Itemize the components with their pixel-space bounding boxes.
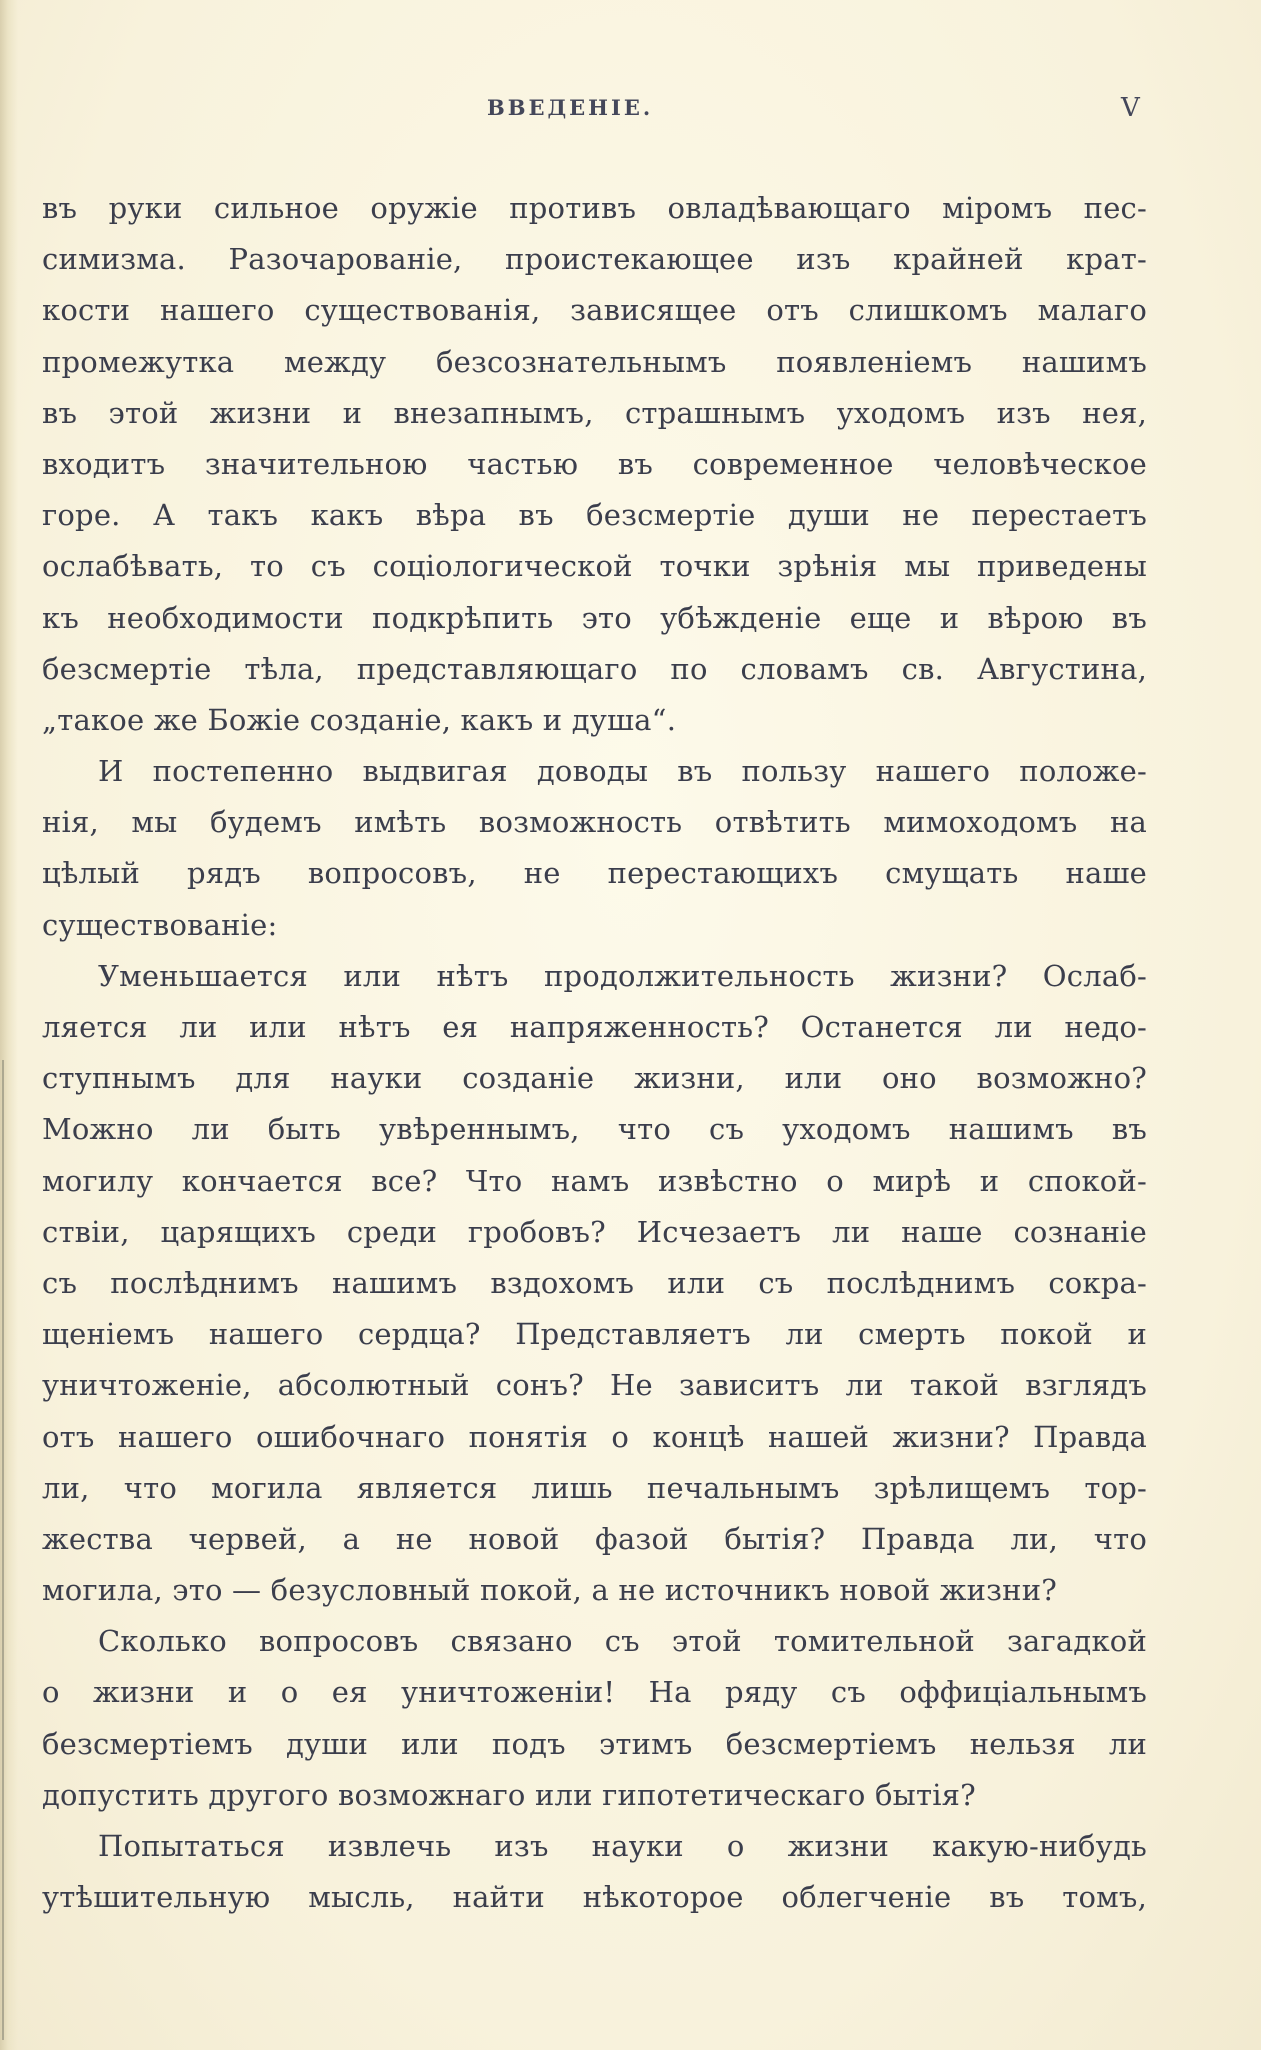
text-line: въ руки сильное оружіе противъ овладѣвающаго міромъ пес- bbox=[42, 191, 1147, 225]
text-line: „такое же Божіе созданіе, какъ и душа“. bbox=[42, 702, 677, 737]
text-line: Сколько вопросовъ связано съ этой томительной загадкой bbox=[98, 1624, 1147, 1659]
text-line: горе. А такъ какъ вѣра въ безсмертіе души не перестаетъ bbox=[42, 498, 1147, 533]
text-line: ступнымъ для науки созданіе жизни, или оно возможно? bbox=[42, 1061, 1147, 1096]
body-text bbox=[42, 183, 1147, 1923]
text-line: кости нашего существованія, зависящее отъ слишкомъ малаго bbox=[42, 293, 1147, 328]
text-line: И постепенно выдвигая доводы въ пользу нашего положе- bbox=[98, 754, 1147, 789]
text-line: цѣлый рядъ вопросовъ, не перестающихъ смущать наше bbox=[42, 856, 1147, 891]
text-line: могила, это — безусловный покой, а не источникъ новой жизни? bbox=[42, 1573, 1057, 1608]
text-line: ствіи, царящихъ среди гробовъ? Исчезаетъ ли наше сознаніе bbox=[42, 1214, 1147, 1249]
running-title: ВВЕДЕНІЕ. bbox=[487, 95, 654, 120]
text-line: въ этой жизни и внезапнымъ, страшнымъ уходомъ изъ нея, bbox=[42, 395, 1147, 430]
text-line: жества червей, а не новой фазой бытія? Правда ли, что bbox=[42, 1521, 1147, 1556]
text-line: нія, мы будемъ имѣть возможность отвѣтить мимоходомъ на bbox=[42, 805, 1147, 840]
text-line: могилу кончается все? Что намъ извѣстно о мирѣ и спокой- bbox=[42, 1163, 1147, 1198]
text-line: съ послѣднимъ нашимъ вздохомъ или съ послѣднимъ сокра- bbox=[42, 1265, 1147, 1300]
text-line: ляется ли или нѣтъ ея напряженность? Останется ли недо- bbox=[42, 1010, 1147, 1044]
text-line: промежутка между безсознательнымъ появленіемъ нашимъ bbox=[42, 344, 1147, 379]
text-line: безсмертіе тѣла, представляющаго по словамъ св. Августина, bbox=[42, 651, 1147, 686]
text-line: отъ нашего ошибочнаго понятія о концѣ нашей жизни? Правда bbox=[42, 1419, 1147, 1454]
text-line: входитъ значительною частью въ современное человѣческое bbox=[42, 446, 1147, 481]
text-line: щеніемъ нашего сердца? Представляетъ ли смерть покой и bbox=[42, 1317, 1147, 1352]
text-line: безсмертіемъ души или подъ этимъ безсмертіемъ нельзя ли bbox=[42, 1726, 1147, 1761]
text-line: Уменьшается или нѣтъ продолжительность жизни? Ослаб- bbox=[98, 958, 1147, 993]
text-line: о жизни и о ея уничтоженіи! На ряду съ оффиціальнымъ bbox=[42, 1675, 1147, 1710]
page-number: V bbox=[1121, 93, 1140, 123]
text-line: существованіе: bbox=[42, 907, 278, 942]
text-line: ли, что могила является лишь печальнымъ зрѣлищемъ тор- bbox=[42, 1470, 1147, 1505]
running-header bbox=[0, 95, 1261, 135]
text-line: уничтоженіе, абсолютный сонъ? Не зависитъ ли такой взглядъ bbox=[42, 1368, 1147, 1403]
text-line: допустить другого возможнаго или гипотетическаго бытія? bbox=[42, 1777, 976, 1812]
text-line: къ необходимости подкрѣпить это убѣжденіе еще и вѣрою въ bbox=[42, 600, 1147, 635]
text-line: Можно ли быть увѣреннымъ, что съ уходомъ нашимъ въ bbox=[42, 1112, 1147, 1147]
text-line: утѣшительную мысль, найти нѣкоторое облегченіе въ томъ, bbox=[42, 1880, 1147, 1915]
binding-edge-line bbox=[2, 1060, 4, 2040]
text-line: ослабѣвать, то съ соціологической точки зрѣнія мы приведены bbox=[42, 549, 1147, 584]
text-line: Попытаться извлечь изъ науки о жизни какую-нибудь bbox=[98, 1829, 1147, 1863]
text-line: симизма. Разочарованіе, проистекающее изъ крайней крат- bbox=[42, 242, 1147, 277]
